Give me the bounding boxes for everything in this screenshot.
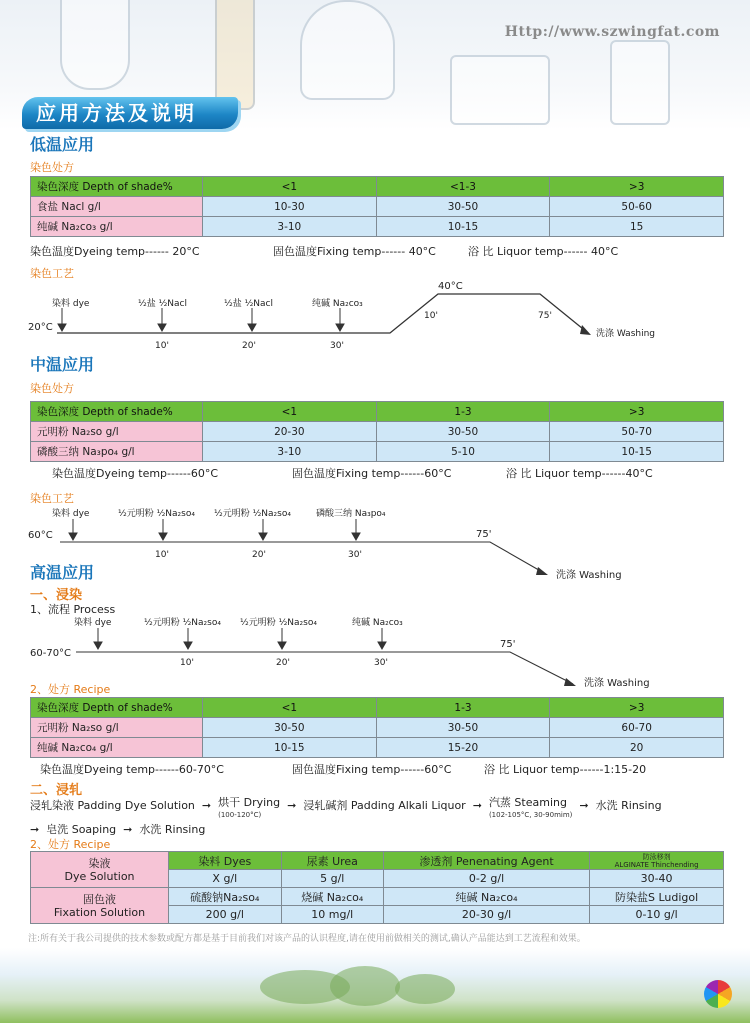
table-cell: 200 g/l (169, 906, 282, 924)
table-cell: 0-2 g/l (383, 870, 589, 888)
arrow-head (536, 567, 548, 575)
process-label-high: 1、流程 Process (30, 603, 116, 616)
time-label: 20' (276, 658, 290, 668)
padding-flow (30, 797, 730, 838)
flow-arrow-icon: ➞ (198, 799, 215, 812)
table-cell: 纯碱 Na₂co₃ g/l (31, 217, 203, 237)
table-cell: 尿素 Urea (281, 852, 383, 870)
flow-step-group (489, 797, 572, 821)
process-label-low: 染色工艺 (30, 267, 74, 280)
fixing-temp: 固色温度Fixing temp------ 40°C (273, 245, 436, 258)
time-label: 30' (348, 550, 362, 560)
arrow-head (564, 678, 576, 686)
table-cell: 10-15 (376, 217, 550, 237)
fixing-temp: 固色温度Fixing temp------60°C (292, 467, 452, 480)
step-label: ½元明粉 ½Na₂so₄ (118, 509, 195, 519)
flow-step-note: (100-120°C) (218, 811, 262, 819)
table-row (31, 442, 724, 462)
liquor-ratio: 浴 比 Liquor temp------ 40°C (468, 245, 619, 258)
flow-step: 汽蒸 Steaming (488, 796, 567, 809)
padding-flow-line-2 (30, 821, 730, 838)
page-title-banner: 应用方法及说明 (22, 97, 238, 129)
fixation-solution-label (31, 888, 169, 924)
flow-arrow-icon: ➞ (119, 823, 136, 836)
table-cell: 5-10 (376, 442, 550, 462)
table-cell: >3 (550, 698, 724, 718)
head-en: ALGINATE Thinchending (614, 860, 699, 869)
disclaimer-note: 注:所有关于我公司提供的技术参数或配方都是基于目前我们对该产品的认识程度,请在使用前做相关的测试,确认产品能达到工艺流程和效果。 (28, 934, 586, 944)
flow-arrow-icon: ➞ (575, 799, 593, 812)
step-label: 染料 dye (52, 299, 90, 309)
table-cell: 0-10 g/l (590, 906, 724, 924)
recipe-label-high: 2、处方 Recipe (30, 683, 111, 696)
side-label-en: Dye Solution (64, 869, 135, 883)
dyeing-temp: 染色温度Dyeing temp------60-70°C (40, 763, 224, 776)
table-cell: 30-50 (376, 718, 550, 738)
flow-step-note: (102-105°C, 30-90mim) (488, 811, 573, 819)
table-cell: 3-10 (203, 217, 377, 237)
flow-step: 水洗 Rinsing (139, 823, 206, 836)
liquor-ratio: 浴 比 Liquor temp------1:15-20 (484, 763, 647, 776)
table-cell: X g/l (169, 870, 282, 888)
step-label: 染料 dye (74, 618, 112, 628)
table-cell: 硫酸钠Na₂so₄ (169, 888, 282, 906)
step-label: 纯碱 Na₂co₃ (352, 618, 403, 628)
dyeing-temp: 染色温度Dyeing temp------ 20°C (30, 245, 200, 258)
dyeing-temp: 染色温度Dyeing temp------60°C (52, 467, 219, 480)
footer-landscape (0, 948, 750, 1023)
table-cell: 30-50 (203, 718, 377, 738)
table-cell: 10-15 (203, 738, 377, 758)
step-label: ½元明粉 ½Na₂so₄ (144, 618, 221, 628)
table-cell: 烧碱 Na₂co₄ (281, 888, 383, 906)
tree-decoration (395, 974, 455, 1004)
flow-arrow-icon: ➞ (469, 799, 486, 812)
table-cell (590, 852, 724, 870)
table-cell: 食盐 Nacl g/l (31, 197, 203, 217)
table-cell: 30-50 (376, 422, 550, 442)
section-title-high: 高温应用 (30, 563, 95, 582)
temperature-curve (60, 542, 544, 573)
table-cell: 1-3 (376, 402, 550, 422)
flow-step: 浸轧染液 Padding Dye Solution (30, 799, 195, 812)
fixing-temp: 固色温度Fixing temp------60°C (292, 763, 452, 776)
flow-step: 浸轧碱剂 Padding Alkali Liquor (303, 799, 466, 812)
table-cell: <1 (203, 177, 377, 197)
flow-step: 皂洗 Soaping (46, 823, 117, 836)
table-row (31, 217, 724, 237)
table-cell: 染料 Dyes (169, 852, 282, 870)
table-cell: 30-40 (590, 870, 724, 888)
padding-recipe-table (30, 851, 724, 924)
time-label: 75' (476, 529, 492, 540)
recipe-table-low (30, 176, 724, 237)
process-diagram-mid (0, 505, 750, 580)
table-cell: 元明粉 Na₂so g/l (31, 422, 203, 442)
table-cell: 染色深度 Depth of shade% (31, 698, 203, 718)
head-cn: 防泳移剂 (642, 852, 671, 861)
peak-temp: 40°C (438, 281, 463, 292)
step-label: 纯碱 Na₂co₃ (312, 299, 363, 309)
time-label: 20' (242, 341, 256, 351)
liquor-ratio: 浴 比 Liquor temp------40°C (506, 467, 653, 480)
flow-arrow-icon: ➞ (30, 823, 43, 836)
table-row (31, 197, 724, 217)
time-label: 75' (500, 639, 516, 650)
lab-glass-decoration (60, 0, 130, 90)
time-label: 10' (180, 658, 194, 668)
step-label: ½盐 ½Nacl (138, 299, 188, 309)
table-header-row (31, 698, 724, 718)
company-logo-icon (704, 980, 732, 1008)
table-cell: 30-50 (376, 197, 550, 217)
time-label: 10' (155, 550, 169, 560)
table-row (31, 422, 724, 442)
table-row (31, 852, 724, 870)
flow-step-group (218, 797, 280, 821)
table-cell: <1 (203, 698, 377, 718)
table-header-row (31, 402, 724, 422)
table-cell: 10 mg/l (281, 906, 383, 924)
table-cell: <1-3 (376, 177, 550, 197)
flow-arrow-icon: ➞ (283, 799, 300, 812)
section-title-low: 低温应用 (30, 135, 95, 154)
washing-label: 洗涤 Washing (596, 329, 656, 339)
flow-step: 烘干 Drying (218, 796, 281, 809)
arrow-head (580, 325, 591, 335)
table-cell: 60-70 (550, 718, 724, 738)
table-cell: 1-3 (376, 698, 550, 718)
section-title-mid: 中温应用 (30, 355, 95, 374)
start-temp: 60°C (28, 530, 53, 541)
lab-glass-decoration (610, 40, 670, 125)
table-cell: 20 (550, 738, 724, 758)
washing-label: 洗涤 Washing (584, 678, 650, 689)
addition-arrows (58, 308, 344, 331)
recipe-table-mid (30, 401, 724, 462)
website-url: Http://www.szwingfat.com (504, 24, 720, 40)
step-label: ½盐 ½Nacl (224, 299, 274, 309)
lab-glass-decoration (450, 55, 550, 125)
dye-solution-label (31, 852, 169, 888)
table-cell: 20-30 (203, 422, 377, 442)
recipe-label-mid: 染色处方 (30, 382, 74, 395)
recipe-label-low: 染色处方 (30, 161, 74, 174)
table-cell: 3-10 (203, 442, 377, 462)
table-cell: 染色深度 Depth of shade% (31, 177, 203, 197)
washing-label: 洗涤 Washing (556, 570, 622, 581)
table-cell: 50-60 (550, 197, 724, 217)
side-label-en: Fixation Solution (53, 905, 146, 919)
table-cell: 5 g/l (281, 870, 383, 888)
process-diagram-low (0, 278, 750, 351)
time-label: 10' (424, 311, 438, 321)
subsection-padding: 二、浸轧 (30, 783, 83, 798)
table-cell: 50-70 (550, 422, 724, 442)
time-label: 75' (538, 311, 552, 321)
table-cell: 渗透剂 Penenating Agent (383, 852, 589, 870)
table-header-row (31, 177, 724, 197)
table-cell: 15-20 (376, 738, 550, 758)
flow-step: 水洗 Rinsing (595, 799, 662, 812)
lab-glass-decoration (215, 0, 255, 110)
table-cell: 15 (550, 217, 724, 237)
padding-flow-line-1 (30, 797, 730, 821)
step-label: ½元明粉 ½Na₂so₄ (214, 509, 291, 519)
table-cell: 防染盐S Ludigol (590, 888, 724, 906)
recipe-label-padding: 2、处方 Recipe (30, 838, 111, 851)
table-cell: 磷酸三纳 Na₃po₄ g/l (31, 442, 203, 462)
addition-arrows (94, 628, 386, 649)
step-label: 磷酸三纳 Na₃po₄ (316, 509, 386, 519)
time-label: 30' (330, 341, 344, 351)
start-temp: 60-70°C (30, 648, 72, 659)
table-row (31, 718, 724, 738)
table-row (31, 888, 724, 906)
time-label: 30' (374, 658, 388, 668)
subsection-exhaust: 一、浸染 (30, 588, 83, 603)
step-label: ½元明粉 ½Na₂so₄ (240, 618, 317, 628)
table-cell: 10-15 (550, 442, 724, 462)
table-row (31, 738, 724, 758)
tree-decoration (330, 966, 400, 1006)
table-cell: 10-30 (203, 197, 377, 217)
table-cell: >3 (550, 402, 724, 422)
process-diagram-high (0, 612, 750, 692)
step-label: 染料 dye (52, 509, 90, 519)
table-cell: 纯碱 Na₂co₄ (383, 888, 589, 906)
side-label-cn: 染液 (88, 856, 111, 870)
table-cell: >3 (550, 177, 724, 197)
time-label: 10' (155, 341, 169, 351)
table-cell: 元明粉 Na₂so g/l (31, 718, 203, 738)
start-temp: 20°C (28, 322, 53, 333)
table-cell: 染色深度 Depth of shade% (31, 402, 203, 422)
table-cell: 纯碱 Na₂co₄ g/l (31, 738, 203, 758)
side-label-cn: 固色液 (83, 892, 116, 906)
lab-glass-decoration (300, 0, 395, 100)
time-label: 20' (252, 550, 266, 560)
table-cell: <1 (203, 402, 377, 422)
temperature-curve (76, 652, 573, 684)
recipe-table-high (30, 697, 724, 758)
addition-arrows (69, 519, 360, 540)
process-label-mid: 染色工艺 (30, 492, 74, 505)
table-cell: 20-30 g/l (383, 906, 589, 924)
